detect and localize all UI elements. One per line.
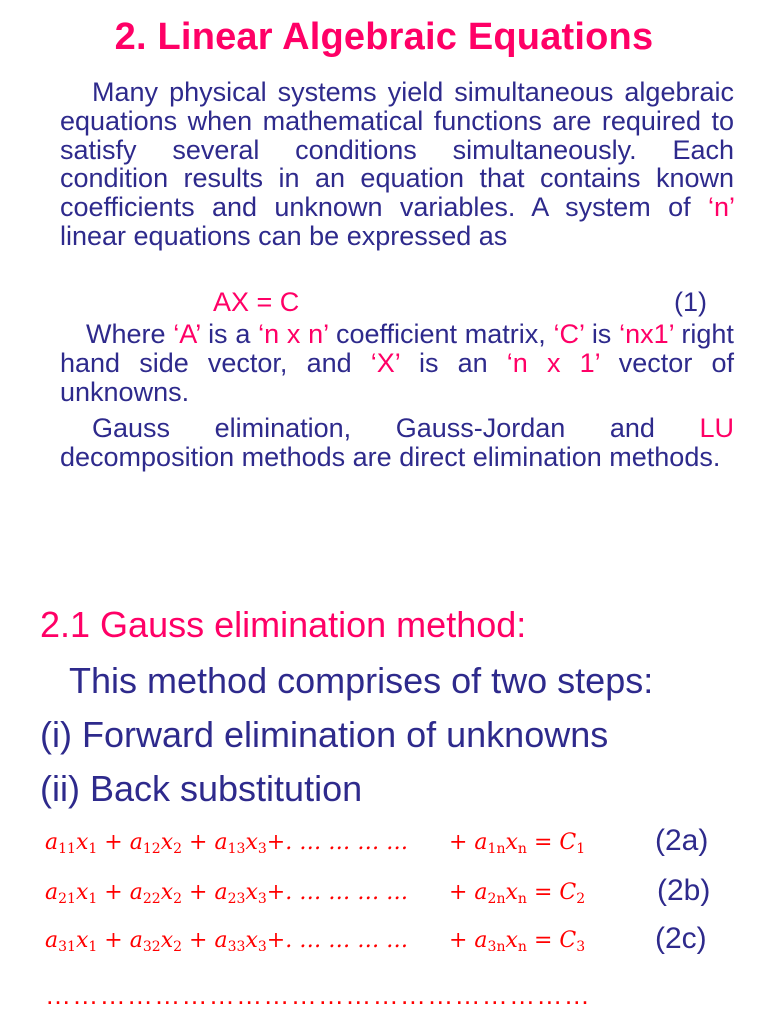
- equation-2a-label: (2a): [655, 824, 709, 857]
- steps-intro: This method comprises of two steps:: [69, 660, 654, 701]
- where-word: Where: [86, 319, 166, 349]
- equation-2b-label: (2b): [657, 874, 711, 907]
- equation-2c: [45, 924, 735, 960]
- where-is-a: is a: [208, 319, 251, 349]
- where-is: is: [591, 319, 612, 349]
- equation-2c-lhs: $a_{31}x_1 + a_{32}x_2 + a_{33}x_3+$. … … … …: [45, 928, 409, 955]
- term-nx1: ‘nx1’: [619, 319, 674, 349]
- where-tail: vector of unknowns.: [60, 347, 734, 407]
- equation-1-number: (1): [674, 287, 707, 317]
- continuation-dots: ……………………………………………………: [45, 980, 591, 1010]
- term-nxn: ‘n x n’: [258, 319, 329, 349]
- equation-2c-rhs: + $a_{3n}x_n = C_3$: [449, 928, 586, 955]
- intro-tail: linear equations can be expressed as: [60, 220, 508, 251]
- where-is-an: is an: [418, 347, 488, 378]
- term-x: ‘X’: [370, 347, 400, 378]
- step-back-substitution: (ii) Back substitution: [40, 768, 363, 809]
- intro-text: Many physical systems yield simultaneous algebraic equations when mathematical functions are required to satisfy several conditions simultaneously. Each condition results in an equation that contains known coefficients and unknown variables. A system of: [60, 77, 734, 223]
- intro-paragraph: [60, 78, 734, 251]
- where-coef: coefficient matrix,: [335, 319, 546, 349]
- where-paragraph: [60, 320, 734, 406]
- equation-1: [0, 287, 768, 317]
- equation-2c-label: (2c): [655, 922, 707, 955]
- where-rhs: right hand side vector, and: [60, 319, 734, 378]
- page-title: 2. Linear Algebraic Equations: [114, 16, 654, 58]
- term-c: ‘C’: [553, 319, 585, 349]
- equation-2b: [45, 876, 735, 912]
- equation-2a-rhs: + $a_{1n}x_n = C_1$: [449, 830, 586, 857]
- step-forward-elimination: (i) Forward elimination of unknowns: [40, 714, 609, 755]
- term-nx1-b: ‘n x 1’: [506, 347, 600, 378]
- methods-paragraph: [60, 414, 734, 472]
- methods-tail: decomposition methods are direct elimination methods.: [60, 441, 721, 472]
- section-heading: 2.1 Gauss elimination method:: [40, 604, 527, 645]
- term-a: ‘A’: [173, 319, 201, 349]
- equation-2a-lhs: $a_{11}x_1 + a_{12}x_2 + a_{13}x_3+$. … … … …: [45, 830, 409, 857]
- equation-1-expr: AX = C: [213, 287, 300, 317]
- equation-2b-rhs: + $a_{2n}x_n = C_2$: [449, 880, 586, 907]
- equation-2a: [45, 826, 735, 862]
- n-term: ‘n’: [707, 192, 734, 223]
- term-lu: LU: [699, 413, 734, 443]
- equation-2b-lhs: $a_{21}x_1 + a_{22}x_2 + a_{23}x_3+$. … … … …: [45, 880, 409, 907]
- methods-start: Gauss elimination, Gauss-Jordan and: [92, 413, 655, 443]
